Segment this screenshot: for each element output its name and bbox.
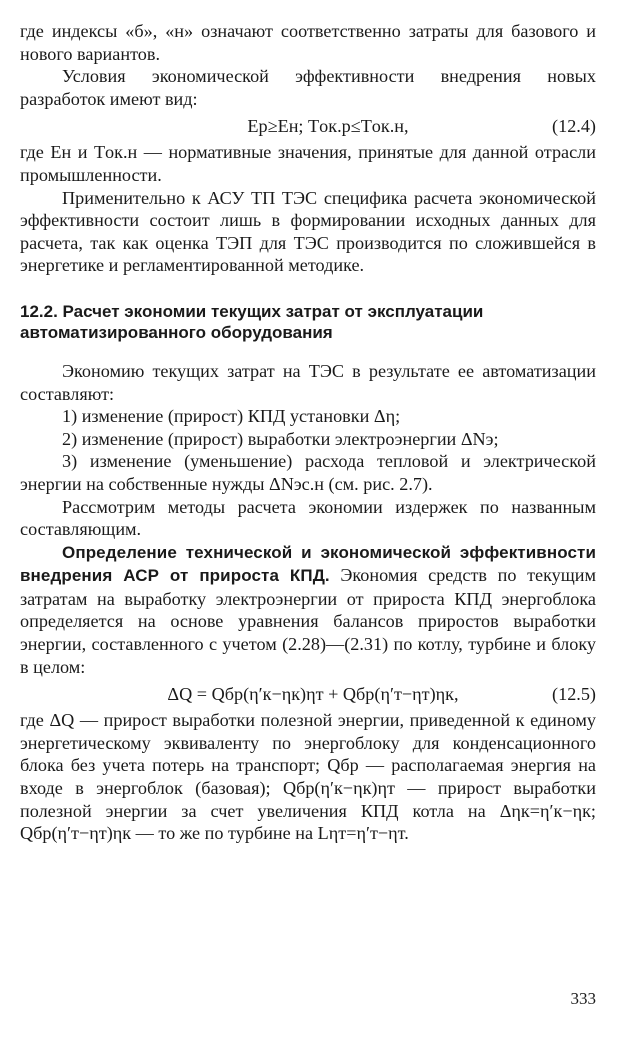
equation-12-4 [20,113,596,139]
equation-formula: Eр≥Eн; Tок.р≤Tок.н, [247,116,409,137]
paragraph-conditions: Условия экономической эффективности внедрения новых разработок имеют вид: [20,66,596,109]
page-number: 333 [570,989,596,1008]
list-item-1: 1) изменение (прирост) КПД установки Δη; [62,406,401,427]
paragraph-normative: где Eн и Tок.н — нормативные значения, принятые для данной отрасли промышленности. [20,142,596,185]
equation-number: (12.4) [552,116,596,137]
equation-number: (12.5) [552,684,596,705]
run-in-heading: Определение технической и экономической эффективности внедрения АСР от прироста КПД. [20,542,596,586]
equation-formula: ΔQ = Qбр(η′к−ηк)ηт + Qбр(η′т−ηт)ηк, [167,684,459,705]
text-column [20,20,596,845]
paragraph-efficiency-text: Экономия средств по текущим затратам на выработку электроэнергии от прироста КПД энергоблока определяется на основе уравнения балансов приростов выработки энергии, составленного с учетом (2.28)—(2.31) по котлу, турбине и блоку в целом: [20,565,597,677]
paragraph-methods: Рассмотрим методы расчета экономии издержек по названным составляющим. [20,496,596,540]
equation-12-5 [20,681,596,707]
paragraph-savings-intro: Экономию текущих затрат на ТЭС в результате ее автоматизации составляют: [20,360,596,404]
section-title: 12.2. Расчет экономии текущих затрат от эксплуатации автоматизированного оборудования [20,301,484,343]
list-item-2: 2) изменение (прирост) выработки электроэнергии ΔNэ; [62,428,499,449]
paragraph-efficiency [20,541,596,679]
paragraph-asu-tp: Применительно к АСУ ТП ТЭС специфика расчета экономической эффективности состоит лишь в формировании исходных данных для расчета, так как оценка ТЭП для ТЭС производится по сложившейся в энергетике и регламентированной методике. [20,187,596,276]
list-item-3: 3) изменение (уменьшение) расхода тепловой и электрической энергии на собственные нужды ΔNэс.н (см. рис. 2.7). [20,451,596,494]
paragraph-indices: где индексы «б», «н» означают соответственно затраты для базового и нового вариантов. [20,21,596,64]
paragraph-definitions: где ΔQ — прирост выработки полезной энергии, приведенной к единому энергетическому эквиваленту по энергоблоку для конденсационного блока без учета потерь на транспорт; Qбр — располагаемая энергия на входе в энергоблок (базовая); Qбр(η′к−ηк)ηт — прирост выработки полезной энергии за счет увеличения КПД котла на Δηк=η′к−ηк; Qбр(η′т−ηт)ηк — то же по турбине на Lηт=η′т−ηт. [20,710,596,844]
